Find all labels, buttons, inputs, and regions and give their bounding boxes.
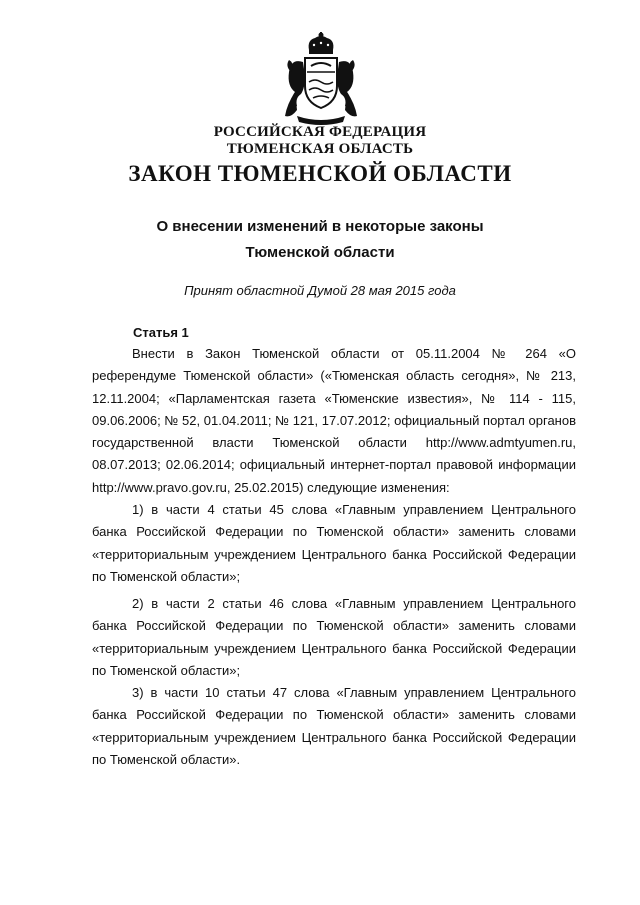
country-heading: РОССИЙСКАЯ ФЕДЕРАЦИЯ — [213, 124, 427, 140]
adoption-note: Принят областной Думой 28 мая 2015 года — [184, 283, 456, 298]
paragraph-item-3: 3) в части 10 статьи 47 слова «Главным управлением Центрального банка Российской Федерации по Тюменской области» заменить словами «территориальным учреждением Центрального банка Российской Федерации по Тюменской области». — [92, 685, 576, 767]
document-title-line-2: Тюменской области — [245, 244, 395, 261]
paragraph-item-1: 1) в части 4 статьи 45 слова «Главным управлением Центрального банка Российской Федерации по Тюменской области» заменить словами «территориальным учреждением Центрального банка Российской Федерации по Тюменской области»; — [92, 502, 576, 584]
paragraph-item-2: 2) в части 2 статьи 46 слова «Главным управлением Центрального банка Российской Федерации по Тюменской области» заменить словами «территориальным учреждением Центрального банка Российской Федерации по Тюменской области»; — [92, 596, 576, 678]
region-heading: ТЮМЕНСКАЯ ОБЛАСТЬ — [226, 141, 414, 157]
law-heading: ЗАКОН ТЮМЕНСКОЙ ОБЛАСТИ — [128, 161, 512, 186]
coat-of-arms-icon — [283, 32, 359, 128]
document-title-line-1: О внесении изменений в некоторые законы — [156, 218, 484, 235]
paragraph-intro: Внести в Закон Тюменской области от 05.11.2004 № 264 «О референдуме Тюменской области» («Тюменская область сегодня», № 213, 12.11.2004; «Парламентская газета «Тюменские известия», № 114 - 115, 09.06.2006; № 52, 01.04.2011; № 121, 17.07.2012; официальный портал органов государственной власти Тюменской области http://www.admtyumen.ru, 08.07.2013; 02.06.2014; официальный интернет-портал правовой информации http://www.pravo.gov.ru, 25.02.2015) следующие изменения: — [92, 346, 576, 495]
article-heading: Статья 1 — [133, 325, 189, 340]
